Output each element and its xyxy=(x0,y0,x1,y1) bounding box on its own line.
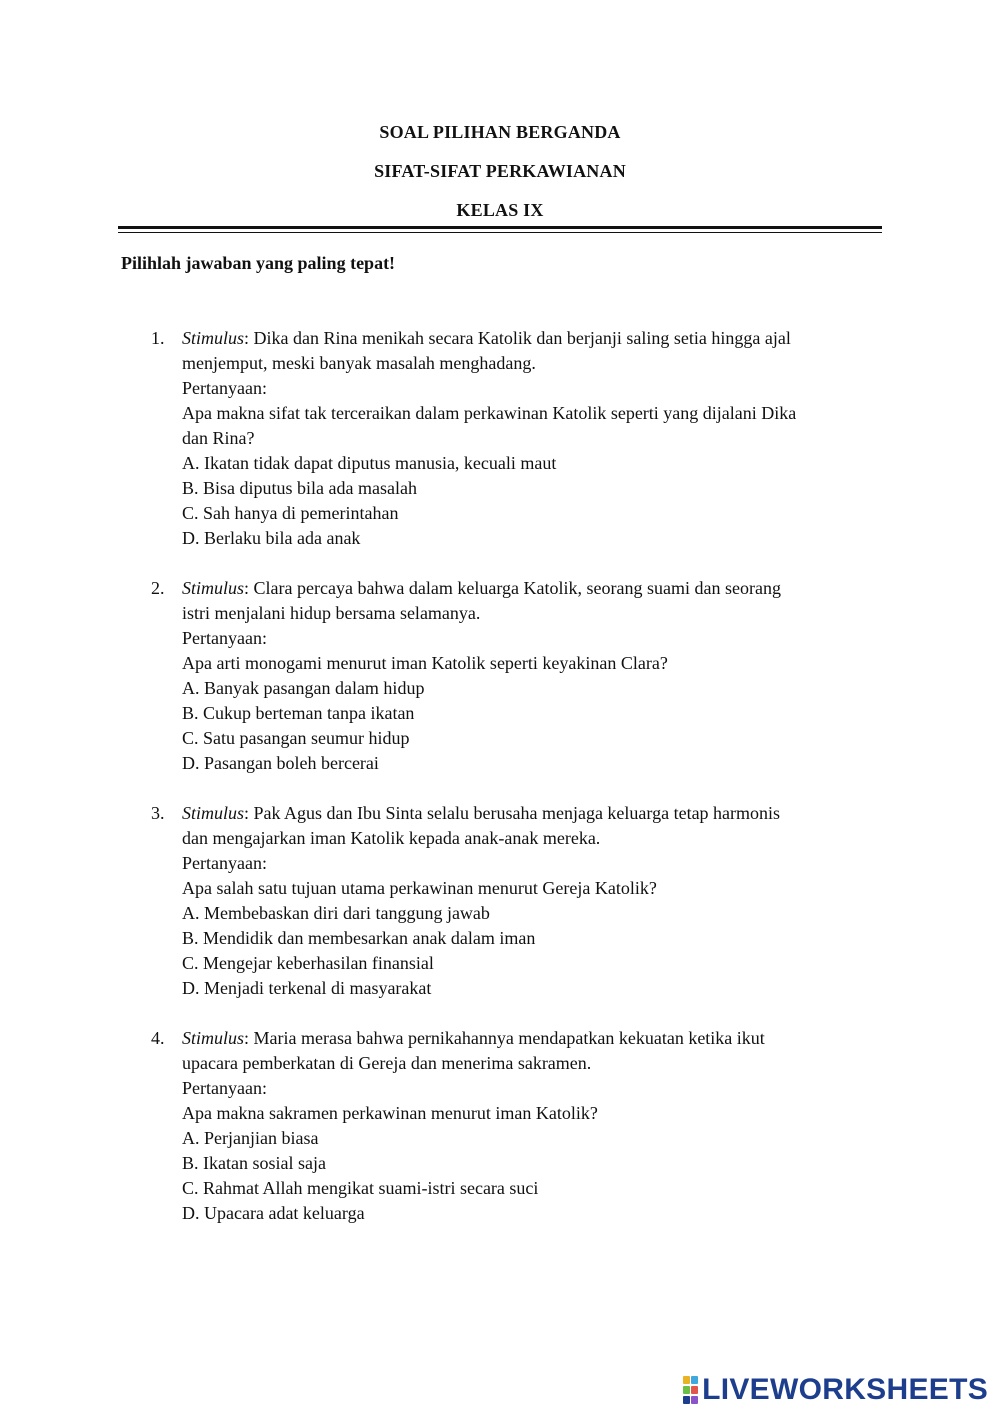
question-body xyxy=(182,801,882,1001)
header-divider-thick xyxy=(118,226,882,229)
stimulus-label: Stimulus xyxy=(182,578,245,598)
option-b: B. Mendidik dan membesarkan anak dalam iman xyxy=(182,928,536,948)
document-subtitle: SIFAT-SIFAT PERKAWIANAN xyxy=(374,161,626,181)
question-body xyxy=(182,576,882,776)
question-number: 4. xyxy=(151,1028,165,1048)
stimulus-text-continued: dan mengajarkan iman Katolik kepada anak-anak mereka. xyxy=(182,828,601,848)
stimulus-text: : Clara percaya bahwa dalam keluarga Katolik, seorang suami dan seorang xyxy=(244,578,781,598)
stimulus-label: Stimulus xyxy=(182,328,245,348)
question-text-continued: dan Rina? xyxy=(182,428,255,448)
option-c: C. Satu pasangan seumur hidup xyxy=(182,728,410,748)
stimulus-text-continued: istri menjalani hidup bersama selamanya. xyxy=(182,603,481,623)
question-label: Pertanyaan: xyxy=(182,853,267,873)
liveworksheets-logo xyxy=(683,1374,988,1406)
option-a: A. Ikatan tidak dapat diputus manusia, kecuali maut xyxy=(182,453,557,473)
option-d: D. Pasangan boleh bercerai xyxy=(182,753,379,773)
stimulus-text: : Pak Agus dan Ibu Sinta selalu berusaha menjaga keluarga tetap harmonis xyxy=(244,803,781,823)
stimulus-text-continued: menjemput, meski banyak masalah menghadang. xyxy=(182,353,536,373)
option-a: A. Membebaskan diri dari tanggung jawab xyxy=(182,903,490,923)
stimulus-text: : Maria merasa bahwa pernikahannya mendapatkan kekuatan ketika ikut xyxy=(244,1028,765,1048)
header-divider-thin xyxy=(118,232,882,233)
option-b: B. Cukup berteman tanpa ikatan xyxy=(182,703,415,723)
logo-square xyxy=(691,1386,698,1394)
question-text: Apa makna sifat tak terceraikan dalam perkawinan Katolik seperti yang dijalani Dika xyxy=(182,403,797,423)
question-label: Pertanyaan: xyxy=(182,378,267,398)
question-number: 2. xyxy=(151,578,165,598)
stimulus-label: Stimulus xyxy=(182,1028,245,1048)
option-a: A. Banyak pasangan dalam hidup xyxy=(182,678,425,698)
question-label: Pertanyaan: xyxy=(182,628,267,648)
liveworksheets-logo-icon xyxy=(683,1376,699,1404)
logo-square xyxy=(683,1376,690,1384)
option-b: B. Ikatan sosial saja xyxy=(182,1153,326,1173)
document-class-level: KELAS IX xyxy=(456,200,544,220)
question-body xyxy=(182,1026,882,1226)
document-title: SOAL PILIHAN BERGANDA xyxy=(379,122,621,142)
option-d: D. Upacara adat keluarga xyxy=(182,1203,365,1223)
instruction-text: Pilihlah jawaban yang paling tepat! xyxy=(121,253,396,273)
option-c: C. Rahmat Allah mengikat suami-istri secara suci xyxy=(182,1178,539,1198)
stimulus-text-continued: upacara pemberkatan di Gereja dan menerima sakramen. xyxy=(182,1053,592,1073)
logo-square xyxy=(683,1396,690,1404)
option-d: D. Menjadi terkenal di masyarakat xyxy=(182,978,432,998)
option-c: C. Sah hanya di pemerintahan xyxy=(182,503,399,523)
liveworksheets-logo-text: LIVEWORKSHEETS xyxy=(702,1373,988,1406)
option-c: C. Mengejar keberhasilan finansial xyxy=(182,953,434,973)
question-label: Pertanyaan: xyxy=(182,1078,267,1098)
stimulus-line xyxy=(182,576,882,601)
option-b: B. Bisa diputus bila ada masalah xyxy=(182,478,417,498)
stimulus-line xyxy=(182,1026,882,1051)
question-text: Apa makna sakramen perkawinan menurut iman Katolik? xyxy=(182,1103,598,1123)
stimulus-line xyxy=(182,326,882,351)
logo-square xyxy=(691,1396,698,1404)
stimulus-line xyxy=(182,801,882,826)
question-body xyxy=(182,326,882,551)
question-number: 3. xyxy=(151,803,165,823)
option-a: A. Perjanjian biasa xyxy=(182,1128,319,1148)
question-text: Apa arti monogami menurut iman Katolik seperti keyakinan Clara? xyxy=(182,653,668,673)
option-d: D. Berlaku bila ada anak xyxy=(182,528,361,548)
question-text: Apa salah satu tujuan utama perkawinan menurut Gereja Katolik? xyxy=(182,878,657,898)
question-number: 1. xyxy=(151,328,165,348)
stimulus-text: : Dika dan Rina menikah secara Katolik dan berjanji saling setia hingga ajal xyxy=(244,328,791,348)
logo-square xyxy=(683,1386,690,1394)
logo-square xyxy=(691,1376,698,1384)
stimulus-label: Stimulus xyxy=(182,803,245,823)
